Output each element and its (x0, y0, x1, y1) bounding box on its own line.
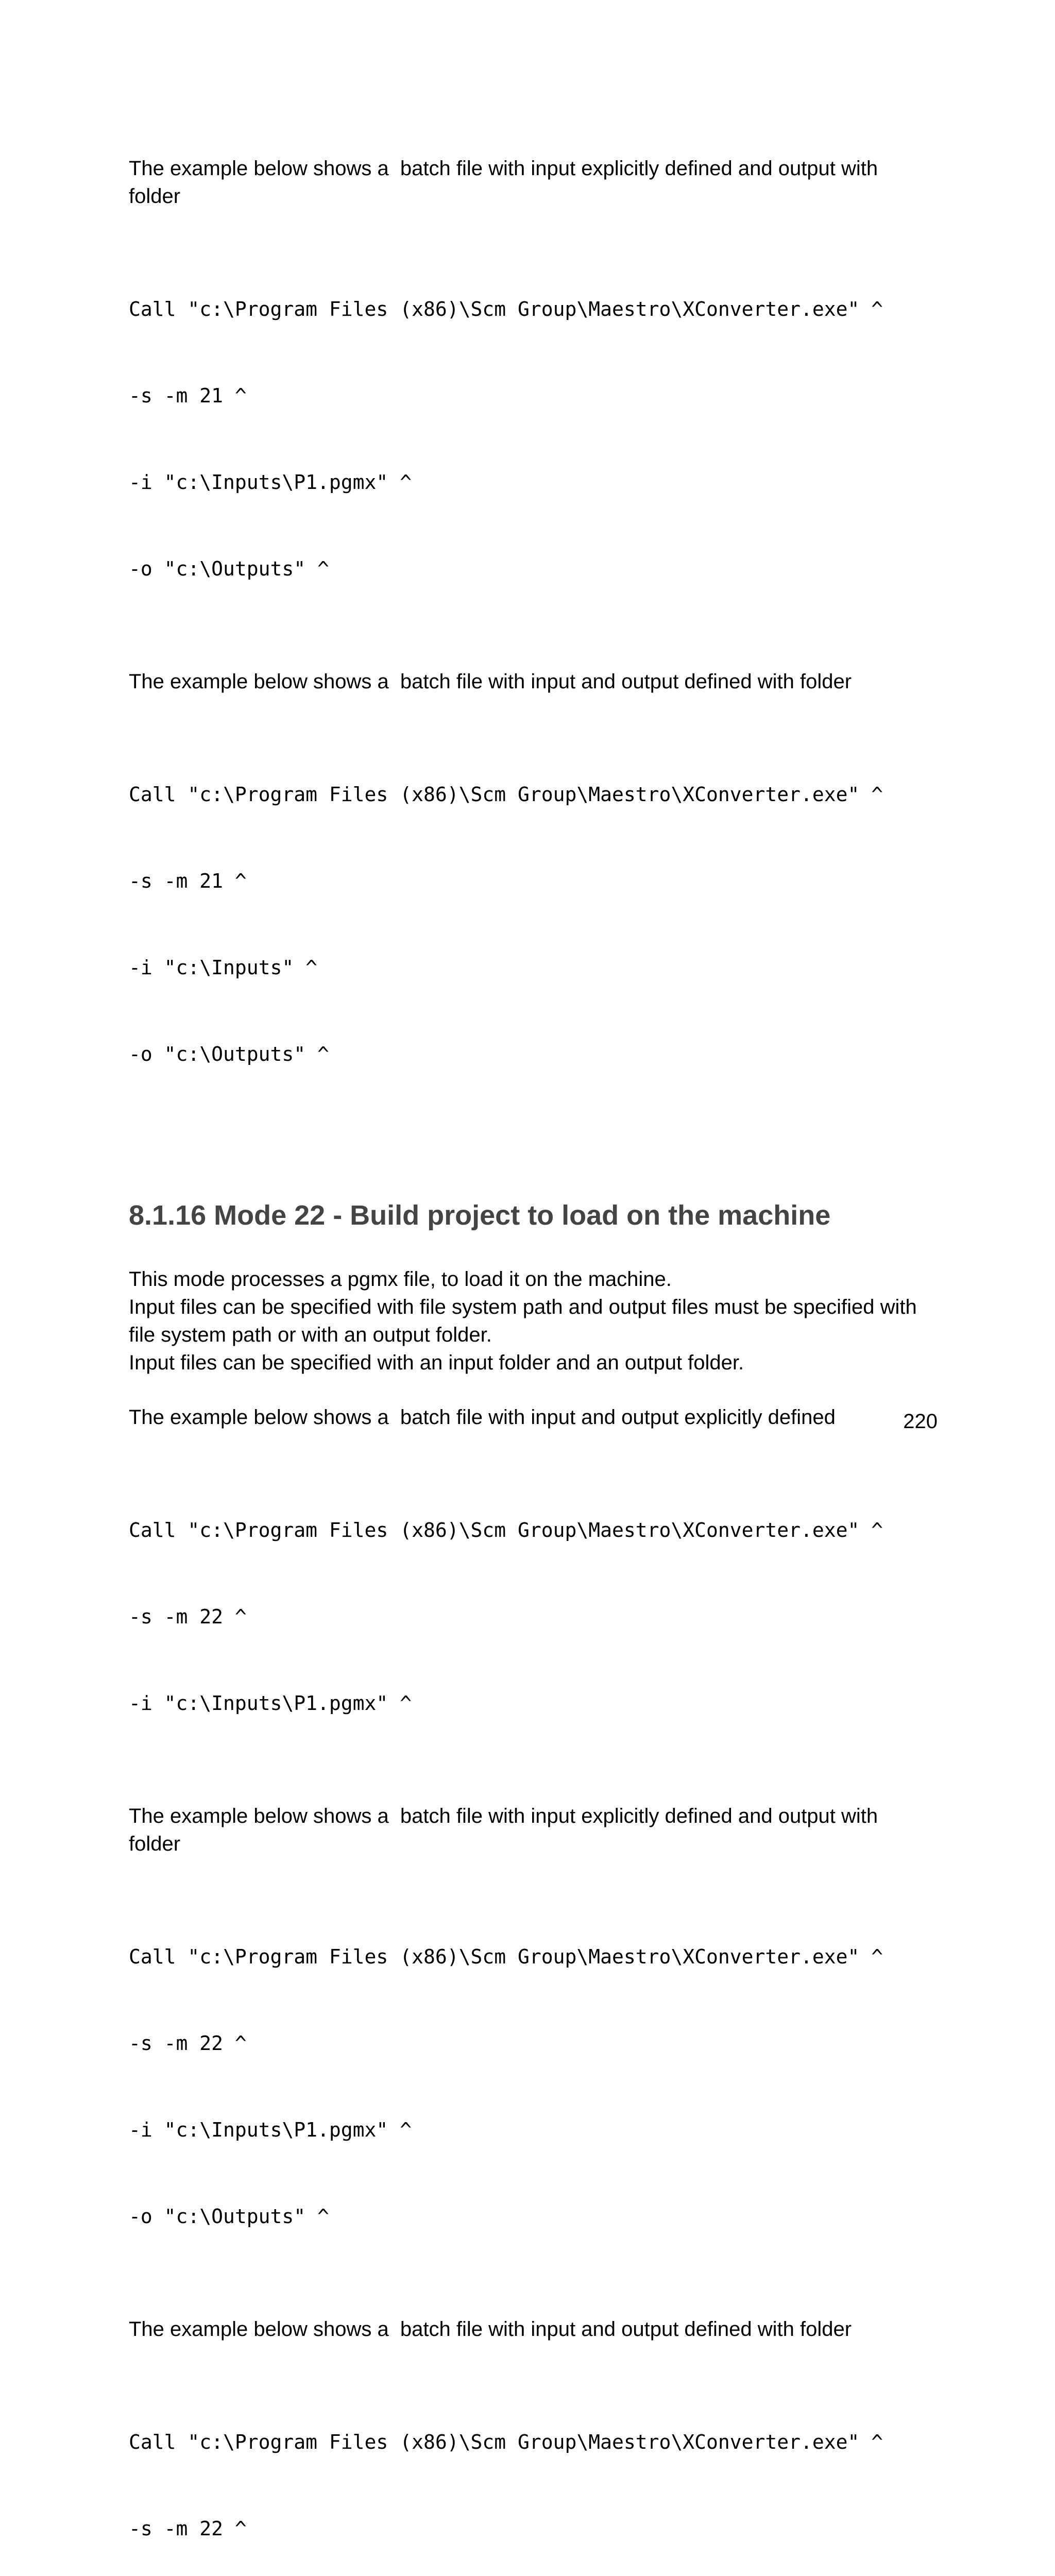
section-intro-paragraph: This mode processes a pgmx file, to load it on the machine. Input files can be specified with file system path and output files must be specified with file system path or with an output folder. Input files can be specified with an input folder and an output folder. (129, 1268, 917, 1374)
section-heading: 8.1.16 Mode 22 - Build project to load on the machine (129, 1200, 831, 1231)
code-line: -o "c:\Outputs" ^ (129, 1043, 329, 1065)
page-content (129, 155, 932, 2576)
code-block-mode22-input-explicit (129, 1885, 932, 2289)
code-line: Call "c:\Program Files (x86)\Scm Group\Maestro\XConverter.exe" ^ (129, 1945, 883, 1968)
code-line: -s -m 22 ^ (129, 1605, 247, 1628)
code-block-mode21-folders (129, 722, 932, 1126)
paragraph-example-input-output-explicit: The example below shows a batch file with input and output explicitly defined (129, 1406, 836, 1429)
code-line: -o "c:\Outputs" ^ (129, 2205, 329, 2228)
code-line: -i "c:\Inputs\P1.pgmx" ^ (129, 2119, 412, 2141)
page-number: 220 (903, 1410, 938, 1433)
code-line: -s -m 22 ^ (129, 2517, 247, 2540)
paragraph-example-input-output-folder: The example below shows a batch file with input and output defined with folder (129, 2318, 852, 2341)
code-line: Call "c:\Program Files (x86)\Scm Group\Maestro\XConverter.exe" ^ (129, 1519, 883, 1541)
paragraph-example-input-explicit-output-folder: The example below shows a batch file with input explicitly defined and output with folder (129, 1805, 884, 1855)
code-line: Call "c:\Program Files (x86)\Scm Group\Maestro\XConverter.exe" ^ (129, 2431, 883, 2453)
code-line: -i "c:\Inputs" ^ (129, 956, 318, 979)
code-block-mode22-folders (129, 2370, 932, 2576)
code-line: -s -m 22 ^ (129, 2032, 247, 2055)
code-line: Call "c:\Program Files (x86)\Scm Group\Maestro\XConverter.exe" ^ (129, 783, 883, 806)
code-line: -i "c:\Inputs\P1.pgmx" ^ (129, 471, 412, 494)
code-block-mode22-explicit (129, 1458, 932, 1775)
code-line: -o "c:\Outputs" ^ (129, 557, 329, 580)
paragraph-example-input-explicit-output-folder: The example below shows a batch file with input explicitly defined and output with folder (129, 157, 884, 208)
code-line: Call "c:\Program Files (x86)\Scm Group\Maestro\XConverter.exe" ^ (129, 298, 883, 320)
code-line: -s -m 21 ^ (129, 384, 247, 407)
code-line: -s -m 21 ^ (129, 870, 247, 892)
paragraph-example-input-output-folder: The example below shows a batch file with input and output defined with folder (129, 670, 852, 693)
code-line: -i "c:\Inputs\P1.pgmx" ^ (129, 1692, 412, 1715)
code-block-mode21-input-explicit (129, 237, 932, 641)
